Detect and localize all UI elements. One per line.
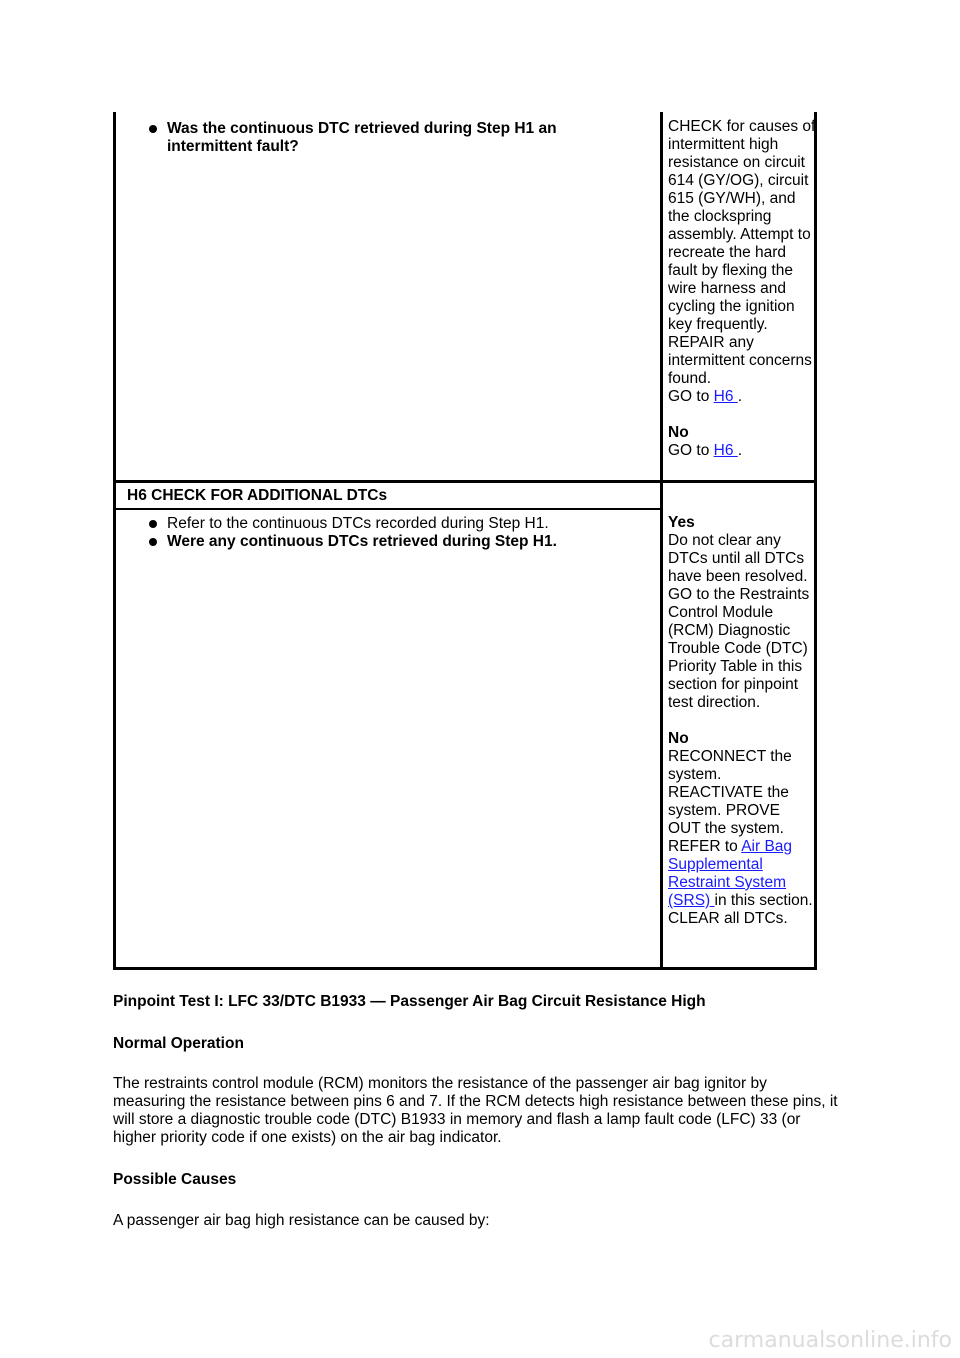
no-label: No (668, 730, 689, 747)
possible-causes-text: A passenger air bag high resistance can be caused by: (113, 1212, 490, 1229)
list-item (137, 515, 637, 533)
step-h6-question-cell (137, 515, 637, 551)
normal-operation-body (113, 1075, 838, 1147)
no-label: No (668, 424, 689, 441)
column-divider (660, 112, 663, 970)
list-item (137, 533, 637, 551)
yes-label: Yes (668, 514, 695, 531)
list-item (137, 120, 637, 156)
question-text: Was the continuous DTC retrieved during Step H1 an intermittent fault? (167, 120, 557, 155)
bullet-icon (149, 538, 157, 546)
step-h5-question-cell (137, 120, 637, 156)
bullet-icon (149, 520, 157, 528)
step-h6-result-cell (668, 514, 816, 928)
row-divider (113, 480, 817, 483)
goto-prefix: GO to (668, 388, 714, 405)
possible-causes-body (113, 1212, 843, 1230)
pinpoint-title-text: Pinpoint Test I: LFC 33/DTC B1933 — Passenger Air Bag Circuit Resistance High (113, 993, 706, 1010)
bullet-icon (149, 125, 157, 133)
goto-prefix: GO to (668, 442, 714, 459)
no-goto (668, 442, 816, 460)
step-header-divider (113, 508, 662, 510)
possible-causes-heading-text: Possible Causes (113, 1171, 237, 1188)
normal-operation-heading-text: Normal Operation (113, 1035, 244, 1052)
srs-section-link[interactable]: Air Bag Supplemental Restraint System (SRS) (668, 838, 793, 909)
goto-suffix: . (737, 388, 743, 405)
pinpoint-title (113, 993, 843, 1011)
possible-causes-heading (113, 1171, 843, 1189)
no-action-text (668, 748, 816, 928)
goto-h6-link[interactable]: H6 (713, 442, 738, 459)
goto-h6-link[interactable]: H6 (713, 388, 738, 405)
watermark: carmanualsonline.info (708, 1328, 952, 1353)
step-h5-result-cell (668, 118, 816, 460)
table-bottom-border (113, 967, 817, 970)
yes-action-text: CHECK for causes of intermittent high resistance on circuit 614 (GY/OG), circuit 615 (GY/WH), and the clockspring assembly. Attempt to recreate the hard fault by flexing the wire harness and cycling the ignition key frequently. REPAIR any intermittent concerns found. (668, 118, 816, 387)
normal-operation-heading (113, 1035, 843, 1053)
yes-action-text: Do not clear any DTCs until all DTCs have been resolved. GO to the Restraints Control Module (RCM) Diagnostic Trouble Code (DTC) Priority Table in this section for pinpoint test direction. (668, 532, 810, 711)
goto-suffix: . (737, 442, 743, 459)
normal-operation-text: The restraints control module (RCM) monitors the resistance of the passenger air bag ignitor by measuring the resistance between pins 6 and 7. If the RCM detects high resistance between these pins, it will store a diagnostic trouble code (DTC) B1933 in memory and flash a lamp fault code (LFC) 33 (or higher priority code if one exists) on the air bag indicator. (113, 1075, 838, 1146)
no-action-suffix: in this section. CLEAR all DTCs. (668, 892, 813, 927)
yes-goto (668, 388, 816, 406)
question-text: Were any continuous DTCs retrieved during Step H1. (167, 533, 557, 550)
no-action-prefix: RECONNECT the system. REACTIVATE the system. PROVE OUT the system. REFER to (668, 748, 792, 855)
step-h6-heading: H6 CHECK FOR ADDITIONAL DTCs (127, 487, 388, 504)
pinpoint-test-table (113, 112, 817, 970)
table-left-border (113, 112, 116, 970)
instruction-text: Refer to the continuous DTCs recorded during Step H1. (167, 515, 549, 532)
